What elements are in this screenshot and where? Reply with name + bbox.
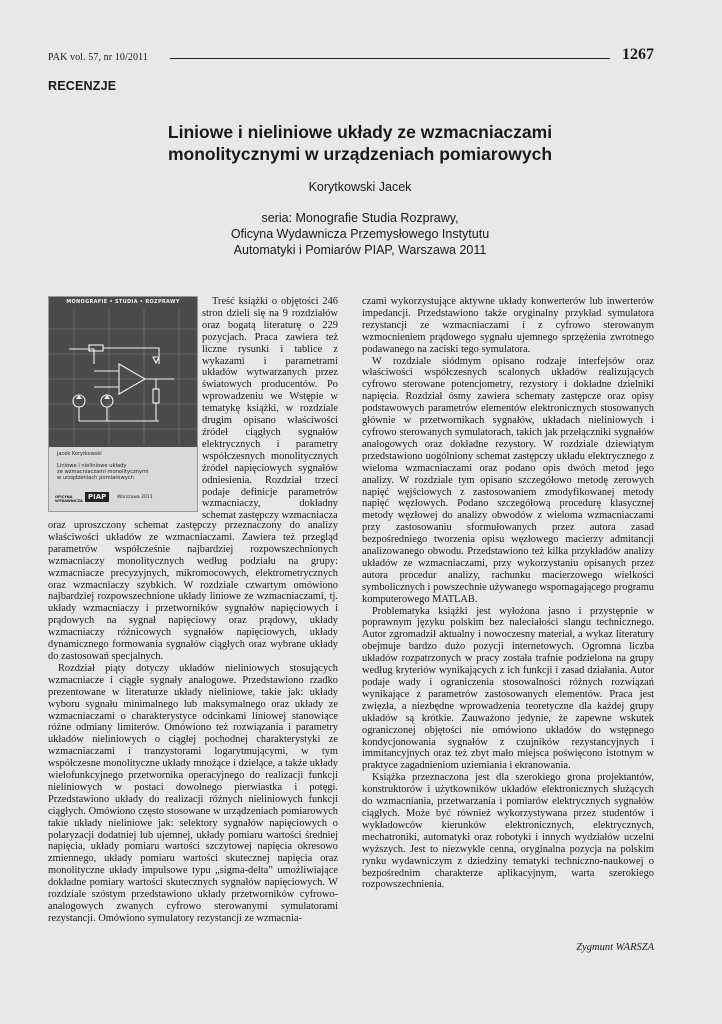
paragraph: czami wykorzystujące aktywne układy konwerterów lub inwerterów impedancji. Przedstawiono także oryginalny przykład symulatora rezystancji ze wzmacniaczami i z cyfrowo sterowanym wzmocnieniem prądowego sygnału ujemnego sprzężenia zwrotnego podawanego na zaciski tego symulatora. <box>362 296 654 355</box>
series-line: seria: Monografie Studia Rozprawy, <box>261 211 459 225</box>
header-rule <box>170 58 610 59</box>
title-line: monolitycznymi w urządzeniach pomiarowych <box>167 144 553 164</box>
right-column-text <box>362 296 654 926</box>
paragraph: Rozdział piąty dotyczy układów nieliniowych stosujących wzmacniacze i ciągłe sygnały analogowe. Przedstawiono rzadko prezentowane w literaturze układy nieliniowe, takie jak: układy wyboru sygnału minimalnego lub maksymalnego oraz układy ze wzmacniaczami o charakterystyce odcinkami liniowej stanowiące różne odmiany limiterów. Omówiono też rozwiązania i parametry układów nieliniowych o ciągłej pochodnej charakterystyki ze wzmacniaczami i tranzystorami logarytmującymi, w tym współczesne monolityczne układy mnożące i dzielące, a także układy wielofunkcyjnego przetwornika operacyjnego do realizacji funkcji nieliniowych w postaci dowolnego pierwiastka i potęgi. Przedstawiono układy do realizacji różnych nieliniowych funkcji ciągłych. Omówiono często stosowane w urządzeniach pomiarowych takie układy nieliniowe jak: selektory sygnałów napięciowych o polaryzacji dodatniej lub ujemnej, układy pomiaru wartości średniej napięcia, układy pomiaru wartości szczytowej napięcia okresowo zmiennego, układy pomiaru wartości skutecznej napięcia oraz monolityczne układy impulsowe typu „sigma-delta” umożliwiające dokładne pomiary wartości skutecznych sygnałów napięciowych. W rozdziale szóstym przedstawiono układy przetworników cyfrowo-analogowych zwanych cyfrowo sterowanymi symulatorami rezystancji. Omówiono symulatory rezystancji ze wzmacnia- <box>48 662 338 924</box>
title-line: Liniowe i nieliniowe układy ze wzmacniaczami <box>167 122 553 142</box>
cover-title-line: w urządzeniach pomiarowych <box>57 475 134 482</box>
cover-publisher: OFICYNA WYDAWNICZA <box>55 495 83 503</box>
journal-reference: PAK vol. 57, nr 10/2011 <box>48 52 148 63</box>
review-title <box>90 121 630 165</box>
paragraph: Treść książki o objętości 246 stron dzieli się na 9 rozdziałów oraz bogatą literaturę o 229 pozycjach. Praca zawiera też liczne rysunki i tablice z wykazami i parametrami układów wytwarzanych przez światowych producentów. Po wprowadzeniu we Wstępie w tematykę książki, w rozdziale drugim opisano właściwości źródeł ciągłych sygnałów elektrycznych i parametry współczesnych monolitycznych źródeł napięciowych sygnałów odniesienia. Rozdział trzeci podaje definicje parametrów wzmacniaczy, dokładny schemat zastępczy wzmacniacza <box>202 296 338 522</box>
book-series-info <box>90 210 630 258</box>
paragraph: W rozdziale siódmym opisano rodzaje interfejsów oraz właściwości współczesnych scalonych układów realizujących cyfrowo sterowane potencjometry, rezystory i dokładne dzielniki napięcia. Rozdział ósmy zawiera schematy zastępcze oraz opisy podstawowych parametrów elementów elektronicznych stosowanych głównie w przetwornikach sygnałów, układach nieliniowych i cyfrowo sterowanych symulatorach, takich jak przełączniki sygnałów analogowych oraz dokładne rezystory. W rozdziale dziewiątym przedstawiono uogólniony schemat zastępczy układu elektrycznego z wieloma wzmacniaczami oraz podano opis dwóch metod jego analizy. W rozdziale tym opisano szczegółowo metodę zerowych napięć węjściowych z zastosowaniem zmodyfikowanej metody napięć węzłowych. Podano szczegółową procedurę klasycznej metody węzłowej do analizy obwodów z wieloma wzmacniaczami przy zastosowaniu sformułowanych przez autora zasad bezpośredniego tworzenia opisu węzłowego macierzy admitancji analizowanego obwodu. Przedstawiono też kilka przykładów analizy układów ze wzmacniaczami, przy wykorzystaniu opisanych przez autora procedur analizy, rachunku macierzowego wielkości symbolicznych i powszechnie używanego wspomagającego programu komputerowego MATLAB. <box>362 355 654 605</box>
cover-author: Jacek Korytkowski <box>57 451 102 457</box>
page-number: 1267 <box>622 46 654 63</box>
paragraph: Problematyka książki jest wyłożona jasno i przystępnie w poprawnym języku polskim bez naleciałości slangu technicznego. Autor zgromadził aktualny i nowoczesny materiał, a wykaz literatury obejmuje bardzo dużo pozycji internetowych. Ogromna liczba układów rozpatrzonych w pracy została trafnie podzielona na grupy według kryteriów wynikających z ich funkcji i zasad działania. Autor podaje wady i ograniczenia stosowalności różnych rozwiązań wynikające z parametrów zastosowanych elementów. Praca jest zwięzła, a niezbędne wprowadzenia teoretyczne dla każdej grupy układów są krótkie. Zauważono jedynie, że zapewne wskutek ograniczonej objętości nie omówiono układów do wstępnego kondycjonowania sygnałów z czujników rezystancyjnych i immitancyjnych oraz też zbyt mało miejsca poświęcono istotnym w praktyce zagadnieniom uziemiania i ekranowania. <box>362 605 654 772</box>
running-head <box>48 46 654 66</box>
intro-text-beside-cover <box>202 296 338 524</box>
book-author: Korytkowski Jacek <box>308 180 412 194</box>
paragraph: Książka przeznaczona jest dla szerokiego grona projektantów, konstruktorów i użytkowników układów elektronicznych służących do wzmacniania, przetwarzania i pomiarów elektrycznych sygnałów ciągłych. Może być również wykorzystywana przez studentów i wykładowców kierunków elektronicznych, elektrycznych, mechatroniki, automatyki oraz robotyki i innych wydziałów uczelni wyższych. Jest to niezwykle cenna, oryginalna pozycja na polskim rynku wydawniczym z dziedziny tematyki techniczno-naukowej o bezpośrednim charakterze aplikacyjnym, warta szerokiego rozpowszechnienia. <box>362 772 654 891</box>
cover-year: Warszawa 2011 <box>117 495 153 500</box>
series-line: Oficyna Wydawnicza Przemysłowego Instytutu <box>230 227 490 241</box>
left-column-text <box>48 520 338 958</box>
circuit-schematic-graphic <box>49 309 198 445</box>
paragraph: oraz uproszczony schemat zastępczy przeznaczony do analizy właściwości układów ze wzmacniaczami. Zawiera też przegląd parametrów współcześnie najbardziej rozpowszechnionych wzmacniaczy monolitycznych według podziału na grupy: wzmacniacze precyzyjnych, mikromocowych, elektrometrycznych oraz wzmacniaczy szybkich. W rozdziale czwartym omówiono najbardziej rozpowszechnione układy liniowe ze wzmacniaczami, tj. układy wzmacniaczy i przetworników sygnałów napięciowych i prądowych na sygnał napięciowy oraz prądowy, układy wzmacniaczy różnicowych sygnałów napięciowych, układy dynamicznego formowania sygnałów ciągłych oraz wybrane układy do zastosowań specjalnych. <box>48 520 338 662</box>
cover-title-line: ze wzmacniaczami monolitycznymi <box>57 469 149 476</box>
cover-publisher-logo: PIAP <box>85 492 109 502</box>
cover-series-strip: MONOGRAFIE • STUDIA • ROZPRAWY <box>66 299 180 305</box>
series-line: Automatyki i Pomiarów PIAP, Warszawa 2011 <box>233 243 487 257</box>
section-label: RECENZJE <box>48 79 117 93</box>
column-flow <box>48 520 338 925</box>
cover-title <box>57 463 191 482</box>
book-cover-image <box>48 296 198 512</box>
reviewer-signature: Zygmunt WARSZA <box>576 942 654 953</box>
cover-title-line: Liniowe i nieliniowe układy <box>57 463 127 469</box>
